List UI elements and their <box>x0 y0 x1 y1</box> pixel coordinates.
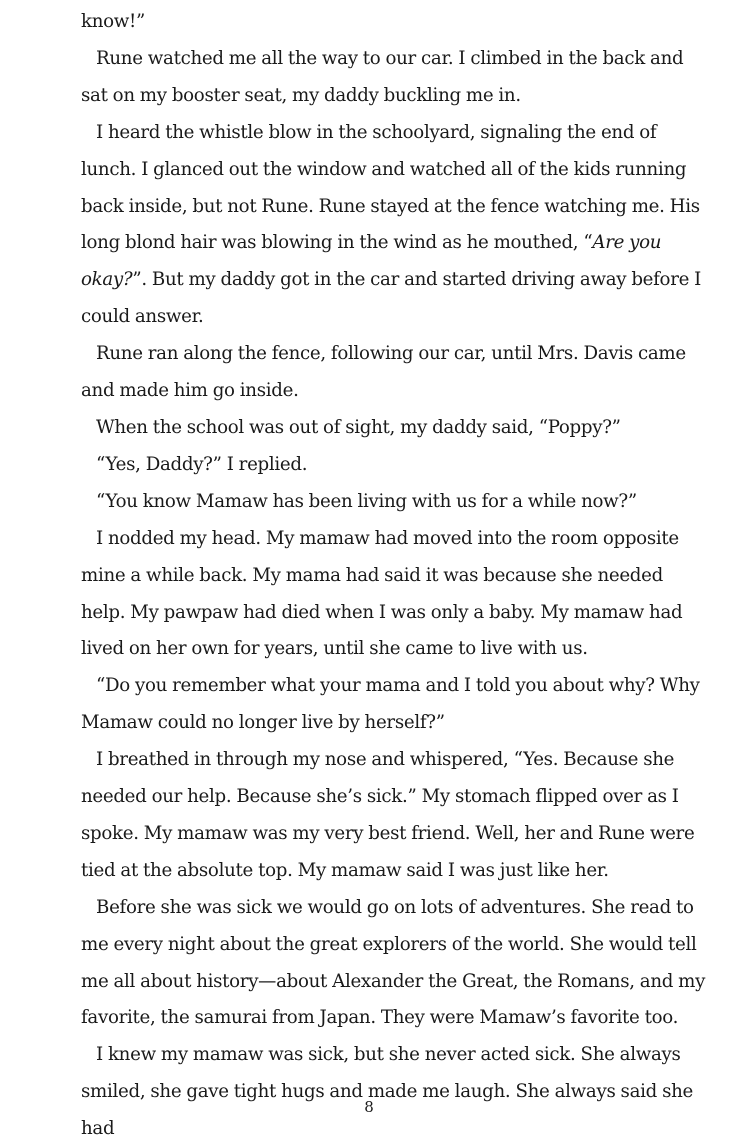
paragraph <box>81 115 711 336</box>
paragraph: know!” <box>81 11 146 32</box>
paragraph: I knew my mamaw was sick, but she never acted sick. She always smiled, she gave tight hugs and made me laugh. She always said she had <box>81 1044 693 1140</box>
paragraph: “You know Mamaw has been living with us for a while now?” <box>96 490 637 512</box>
paragraph: “Yes, Daddy?” I replied. <box>96 453 308 475</box>
paragraph: Rune watched me all the way to our car. I climbed in the back and sat on my booster seat, my daddy buckling me in. <box>81 47 684 106</box>
paragraph: I breathed in through my nose and whispered, “Yes. Because she needed our help. Because she’s sick.” My stomach flipped over as I spoke. My mamaw was my very best friend. Well, her and Rune were tied at the absolute top. My mamaw said I was just like her. <box>81 749 695 881</box>
italic-quote: Are you okay? <box>81 232 662 291</box>
paragraph-text: ”. But my daddy got in the car and started driving away before I could answer. <box>81 269 702 328</box>
paragraph: “Do you remember what your mama and I told you about why? Why Mamaw could no longer live by herself?” <box>81 675 700 734</box>
paragraph: Before she was sick we would go on lots of adventures. She read to me every night about the great explorers of the world. She would tell me all about history—about Alexander the Great, the Romans, and my favorite, the samurai from Japan. They were Mamaw’s favorite too. <box>81 896 706 1029</box>
paragraph-text: I heard the whistle blow in the schoolyard, signaling the end of lunch. I glanced out the window and watched all of the kids running back inside, but not Rune. Rune stayed at the fence watching me. His long blond hair was blowing in the wind as he mouthed, “ <box>81 121 700 254</box>
body-text <box>81 4 711 1148</box>
page-number: 8 <box>364 1098 374 1116</box>
paragraph: I nodded my head. My mamaw had moved into the room opposite mine a while back. My mama had said it was because she needed help. My pawpaw had died when I was only a baby. My mamaw had lived on her own for years, until she came to live with us. <box>81 527 683 660</box>
paragraph: Rune ran along the fence, following our car, until Mrs. Davis came and made him go inside. <box>81 343 686 402</box>
paragraph: When the school was out of sight, my daddy said, “Poppy?” <box>96 416 621 438</box>
